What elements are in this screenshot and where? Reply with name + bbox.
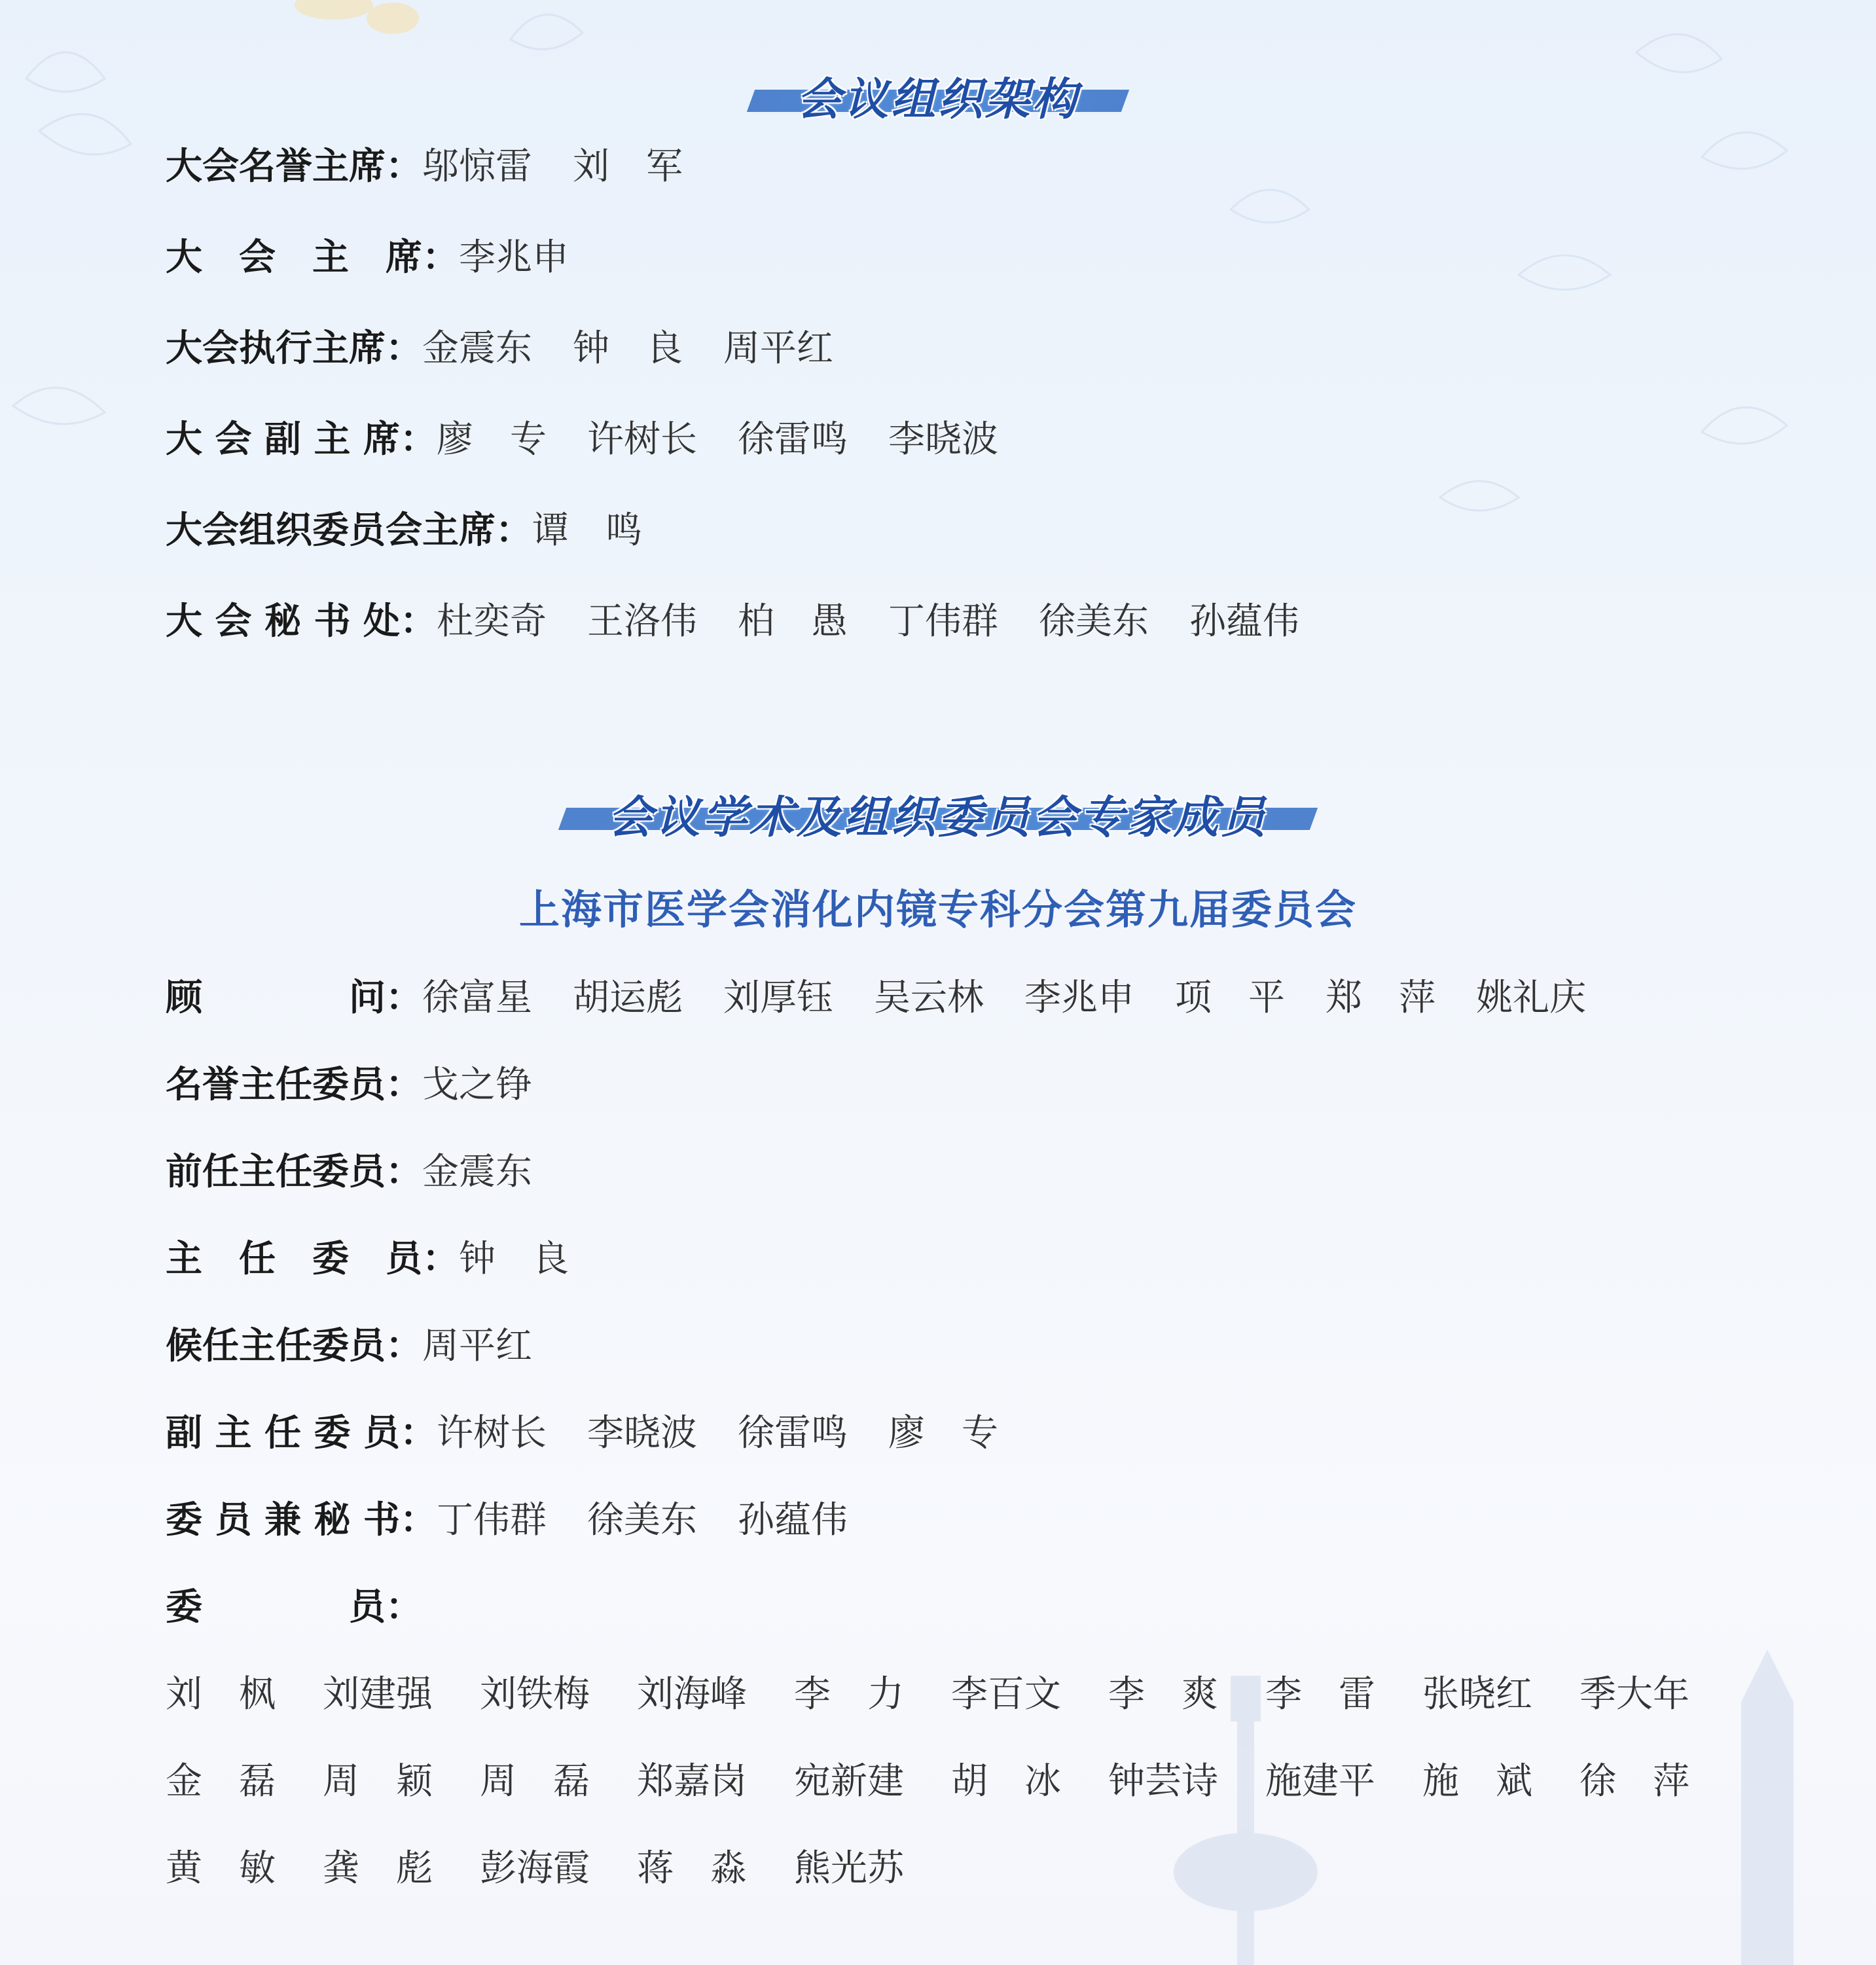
- row-label: 大 会 副 主 席：: [166, 418, 437, 461]
- row-names: [422, 1324, 573, 1369]
- org-row: [166, 144, 723, 190]
- person-name: 李晓波: [888, 418, 998, 461]
- committee-row: [166, 1324, 573, 1369]
- member-name: 张晓红: [1422, 1673, 1532, 1716]
- person-name: 金震东: [422, 327, 532, 370]
- person-name: 丁伟群: [888, 600, 998, 643]
- org-row: [166, 599, 1340, 645]
- person-name: 徐雷鸣: [737, 1412, 848, 1454]
- committee-row: [166, 1236, 609, 1282]
- member-name: 钟芸诗: [1108, 1760, 1218, 1803]
- person-name: 项 平: [1175, 977, 1285, 1019]
- section1-title: [0, 64, 1876, 128]
- person-name: 刘 军: [573, 145, 683, 188]
- person-name: 李晓波: [586, 1412, 697, 1454]
- row-label: 大 会 秘 书 处：: [166, 600, 437, 643]
- person-name: 徐美东: [586, 1499, 697, 1541]
- member-name: 李 爽: [1108, 1673, 1218, 1716]
- row-names: [437, 1498, 888, 1543]
- person-name: 柏 愚: [737, 600, 848, 643]
- person-name: 杜奕奇: [436, 600, 547, 643]
- org-row: [166, 417, 1039, 463]
- member-name: 周 颖: [323, 1760, 433, 1803]
- org-row: [166, 508, 683, 554]
- member-name: 周 磊: [480, 1760, 590, 1803]
- row-label: 大会执行主席：: [166, 327, 422, 370]
- person-name: 金震东: [422, 1151, 532, 1193]
- person-name: 姚礼庆: [1476, 977, 1586, 1019]
- member-name: 彭海霞: [480, 1847, 590, 1890]
- row-names: [459, 235, 609, 281]
- person-name: 孙蕴伟: [1189, 600, 1299, 643]
- person-name: 许树长: [436, 1412, 547, 1454]
- row-names: [532, 508, 683, 554]
- person-name: 吴云林: [874, 977, 984, 1019]
- row-label: 大会名誉主席：: [166, 145, 422, 188]
- row-names: [422, 975, 1627, 1021]
- row-names: [437, 417, 1039, 463]
- committee-row: [166, 975, 1627, 1021]
- row-names: [422, 144, 723, 190]
- committee-row: [166, 1498, 888, 1543]
- section2-title-text: 会议学术及组织委员会专家成员: [607, 792, 1268, 844]
- member-name: 施建平: [1265, 1760, 1375, 1803]
- row-label: 主 任 委 员：: [166, 1238, 459, 1280]
- org-row: [166, 235, 609, 281]
- row-label: 名誉主任委员：: [166, 1064, 422, 1106]
- row-label: 前任主任委员：: [166, 1151, 422, 1193]
- row-label: 候任主任委员：: [166, 1325, 422, 1367]
- member-name: 刘海峰: [637, 1673, 747, 1716]
- person-name: 刘厚钰: [723, 977, 833, 1019]
- person-name: 丁伟群: [436, 1499, 547, 1541]
- committee-row: [166, 1062, 573, 1108]
- committee-row: [166, 1411, 1039, 1456]
- person-name: 廖 专: [888, 1412, 998, 1454]
- row-label: 大会组织委员会主席：: [166, 509, 532, 552]
- row-names: [422, 326, 874, 372]
- section2-title: [0, 782, 1876, 846]
- row-names: [422, 1149, 573, 1195]
- person-name: 钟 良: [573, 327, 683, 370]
- member-name: 黄 敏: [166, 1847, 276, 1890]
- member-name: 季大年: [1579, 1673, 1689, 1716]
- person-name: 郑 萍: [1326, 977, 1435, 1019]
- row-label: 委 员 兼 秘 书：: [166, 1499, 437, 1541]
- member-name: 蒋 淼: [637, 1847, 747, 1890]
- member-name: 施 斌: [1422, 1760, 1532, 1803]
- member-name: 胡 冰: [951, 1760, 1061, 1803]
- member-name: 郑嘉岗: [637, 1760, 747, 1803]
- row-names: [459, 1236, 609, 1282]
- person-name: 李兆申: [1024, 977, 1134, 1019]
- person-name: 谭 鸣: [532, 509, 642, 552]
- row-names: [437, 1411, 1039, 1456]
- member-name: 熊光苏: [794, 1847, 904, 1890]
- section1-title-text: 会议组织架构: [796, 74, 1079, 126]
- person-name: 钟 良: [459, 1238, 569, 1280]
- row-label: 委 员：: [166, 1586, 422, 1629]
- person-name: 邬惊雷: [422, 145, 532, 188]
- org-row: [166, 326, 874, 372]
- person-name: 李兆申: [459, 236, 569, 279]
- committee-subtitle: 上海市医学会消化内镜专科分会第九届委员会: [518, 886, 1357, 933]
- row-label: 大 会 主 席：: [166, 236, 459, 279]
- person-name: 周平红: [422, 1325, 532, 1367]
- row-names: [437, 599, 1340, 645]
- member-name: 刘铁梅: [480, 1673, 590, 1716]
- person-name: 孙蕴伟: [737, 1499, 848, 1541]
- person-name: 胡运彪: [573, 977, 683, 1019]
- member-name: 李百文: [951, 1673, 1061, 1716]
- row-label: 副 主 任 委 员：: [166, 1412, 437, 1454]
- member-name: 李 雷: [1265, 1673, 1375, 1716]
- person-name: 王洛伟: [586, 600, 697, 643]
- member-name: 李 力: [794, 1673, 904, 1716]
- row-names: [422, 1062, 573, 1108]
- person-name: 徐富星: [422, 977, 532, 1019]
- member-name: 金 磊: [166, 1760, 276, 1803]
- person-name: 周平红: [723, 327, 833, 370]
- person-name: 徐美东: [1038, 600, 1149, 643]
- committee-row: [166, 1149, 573, 1195]
- person-name: 廖 专: [436, 418, 547, 461]
- member-name: 龚 彪: [323, 1847, 433, 1890]
- person-name: 许树长: [586, 418, 697, 461]
- member-name: 徐 萍: [1579, 1760, 1689, 1803]
- person-name: 徐雷鸣: [737, 418, 848, 461]
- member-name: 宛新建: [794, 1760, 904, 1803]
- member-name: 刘 枫: [166, 1673, 276, 1716]
- person-name: 戈之铮: [422, 1064, 532, 1106]
- committee-row: [166, 1585, 422, 1631]
- member-name: 刘建强: [323, 1673, 433, 1716]
- row-label: 顾 问：: [166, 977, 422, 1019]
